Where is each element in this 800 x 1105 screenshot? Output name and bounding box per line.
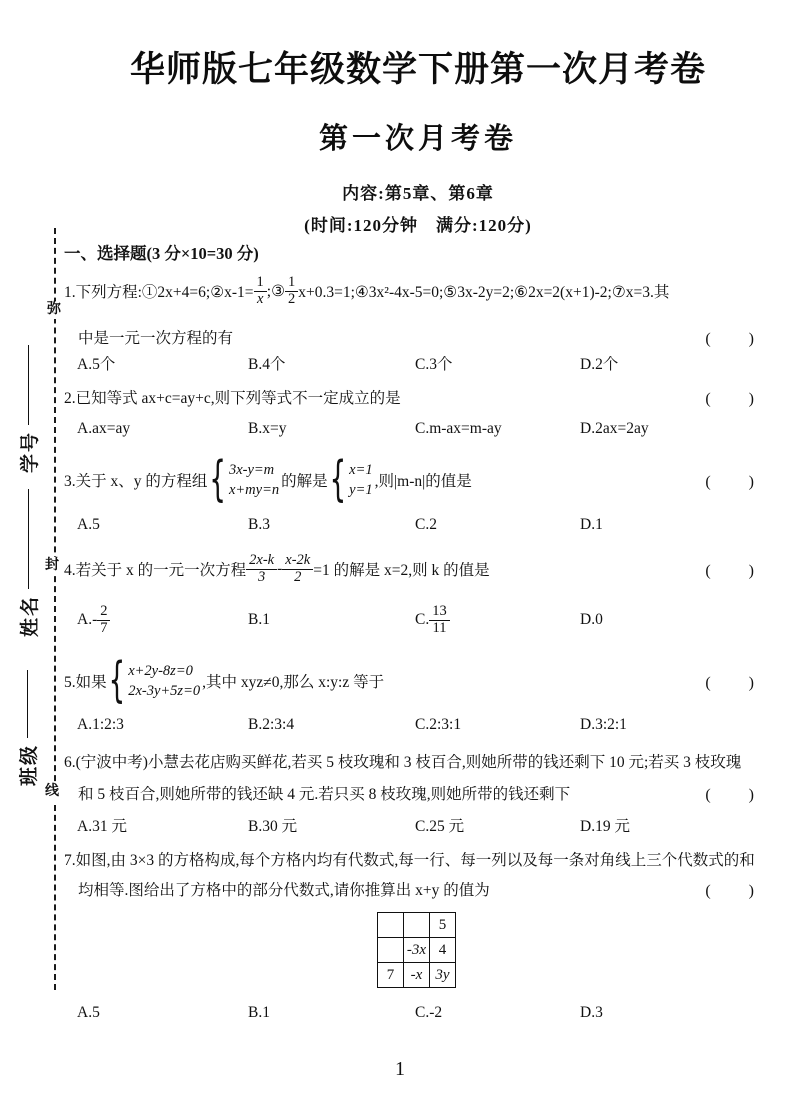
q3-solution-system: { x=1 y=1 [329,452,373,508]
q5-option-c: C.2:3:1 [415,716,462,733]
q1-fraction-1: $\frac{1}{x}$ [254,275,267,308]
exam-scope: 内容:第5章、第6章 [342,184,494,203]
q2-option-b: B.x=y [248,420,287,437]
brace-icon: { [108,653,126,709]
q1-text-2: ;③ [266,282,285,300]
q4-answer-bracket: ( ) [705,562,756,580]
q3-option-c: C.2 [415,516,437,533]
question-1-line1 [64,268,760,314]
q1-text-4: 中是一元一次方程的有 [78,330,234,347]
grid-cell [378,913,404,938]
q4-option-a-fraction: $\frac{2}{7}$ [97,604,110,637]
field-student-id [17,345,39,473]
q5-option-a: A.1:2:3 [77,716,124,733]
question-7-line1: 7.如图,由 3×3 的方格构成,每个方格内均有代数式,每一行、每一列以及每一条对角线上三个代数式的和 [64,852,755,869]
q3-text-1: 3.关于 x、y 的方程组 [64,473,208,490]
seal-char-mi: 弥 [47,302,61,317]
q6-option-d: D.19 元 [580,818,630,835]
question-4-text [64,546,760,592]
student-name-blank-line [28,489,29,589]
q5-option-b: B.2:3:4 [248,716,295,733]
grid-cell: 3y [430,963,456,988]
q4-option-b: B.1 [248,611,270,628]
question-3-options [64,516,760,534]
student-id-blank-line [28,345,29,425]
page-number: 1 [395,1058,405,1080]
q2-option-c: C.m-ax=m-ay [415,420,502,437]
q5-equation-system: { x+2y-8z=0 2x-3y+5z=0 [108,653,201,709]
question-6-options [64,814,760,836]
q3-option-d: D.1 [580,516,603,533]
exam-body [64,0,760,1105]
q3-text-3: ,则|m-n|的值是 [374,473,472,490]
q3-equation-system: { 3x-y=m x+my=n [209,452,280,508]
q4-text-1: 4.若关于 x 的一元一次方程 [64,562,247,579]
q2-text: 2.已知等式 ax+c=ay+c,则下列等式不一定成立的是 [64,390,401,407]
grid-cell: -x [404,963,430,988]
q5-option-d: D.3:2:1 [580,716,627,733]
q1-option-a: A.5个 [77,356,116,373]
q4-option-c-fraction: $\frac{13}{11}$ [429,604,450,637]
question-5-text [64,652,760,710]
question-5-options [64,716,760,734]
q2-answer-bracket: ( ) [705,390,756,408]
q1-option-c: C.3个 [415,356,453,373]
q7-option-d: D.3 [580,1004,603,1021]
field-class [16,670,38,786]
magic-square-grid [377,912,456,988]
q1-option-d: D.2个 [580,356,619,373]
grid-cell [378,938,404,963]
question-1-line2 [64,326,760,348]
question-2-options [64,420,760,438]
q2-option-a: A.ax=ay [77,420,131,437]
q5-text-2: ,其中 xyz≠0,那么 x:y:z 等于 [202,674,385,691]
q7-option-b: B.1 [248,1004,270,1021]
question-7-options [64,1004,760,1022]
brace-icon: { [329,452,347,508]
q3-answer-bracket: ( ) [705,473,756,491]
q4-text-3: =1 的解是 x=2,则 k 的值是 [313,562,490,579]
q6-option-b: B.30 元 [248,818,298,835]
grid-cell: -3x [404,938,430,963]
q1-text-3: x+0.3=1;④3x²-4x-5=0;⑤3x-2y=2;⑥2x=2(x+1)-2;⑦x=3.其 [298,284,670,301]
q6-answer-bracket: ( ) [705,786,756,804]
q5-answer-bracket: ( ) [705,674,756,692]
seal-dashed-line [54,228,56,990]
q6-option-c: C.25 元 [415,818,465,835]
brace-icon: { [209,452,226,508]
grid-cell: 4 [430,938,456,963]
q4-fraction-1: $\frac{2x-k}{3}$ [246,553,277,586]
q7-option-c: C.-2 [415,1004,443,1021]
q4-option-d: D.0 [580,611,603,628]
q4-fraction-2: $\frac{x-2k}{2}$ [282,553,313,586]
class-blank-line [27,670,28,738]
q4-option-c: C. $\frac{13}{11}$ [415,598,580,642]
question-1-options [64,352,760,374]
student-id-label: 学号 [19,430,41,473]
q6-option-a: A.31 元 [77,818,127,835]
grid-cell [404,913,430,938]
q3-option-a: A.5 [77,516,100,533]
question-7-line2: 均相等.图给出了方格中的部分代数式,请你推算出 x+y 的值为 ( ) [64,878,760,900]
question-2-text [64,386,760,408]
class-label: 班级 [18,743,40,786]
field-student-name [17,487,39,637]
question-3-text [64,452,760,508]
q7-answer-bracket: ( ) [705,882,756,900]
q5-text-1: 5.如果 [64,674,107,691]
q2-option-d: D.2ax=2ay [580,420,649,437]
q3-option-b: B.3 [248,516,270,533]
student-name-label: 姓名 [19,594,41,637]
seal-char-xian: 线 [45,784,59,799]
grid-cell: 5 [430,913,456,938]
exam-time-score: (时间:120分钟 满分:120分) [304,216,532,235]
question-6-line1: 6.(宁波中考)小慧去花店购买鲜花,若买 5 枝玫瑰和 3 枝百合,则她所带的钱还剩下 10 元;若买 3 枝玫瑰 [64,754,742,771]
q7-option-a: A.5 [77,1004,100,1021]
exam-subtitle: 第一次月考卷 [318,123,517,155]
q1-text-1: 1.下列方程:①2x+4=6;②x-1= [64,284,254,301]
q1-answer-bracket: ( ) [705,330,756,348]
section-1-heading: 一、选择题(3 分×10=30 分) [64,244,259,263]
question-4-options [64,598,760,642]
exam-title: 华师版七年级数学下册第一次月考卷 [129,50,706,89]
q4-minus: - [277,560,283,577]
q4-option-a: A.- $\frac{2}{7}$ [77,598,248,642]
q1-fraction-2: $\frac{1}{2}$ [285,275,298,308]
question-6-line2: 和 5 枝百合,则她所带的钱还缺 4 元.若只买 8 枝玫瑰,则她所带的钱还剩下 ( ) [64,782,760,804]
grid-cell: 7 [378,963,404,988]
q3-text-2: 的解是 [281,473,328,490]
seal-char-feng: 封 [45,558,59,573]
q1-option-b: B.4个 [248,356,286,373]
